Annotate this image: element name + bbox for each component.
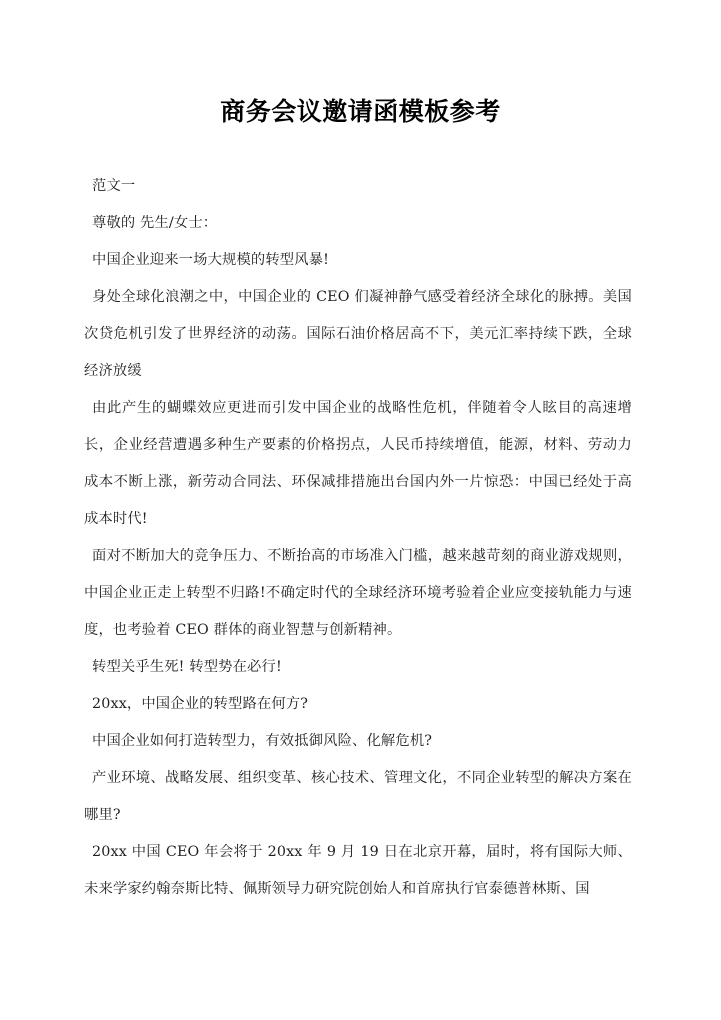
document-body [84, 168, 632, 908]
paragraph-life-or-death: 转型关乎生死! 转型势在必行! [92, 659, 282, 675]
page-title: 商务会议邀请函模板参考 [220, 96, 501, 126]
paragraph-butterfly: 由此产生的蝴蝶效应更进而引发中国企业的战略性危机，伴随着令人眩目的高速增长，企业经营遭遇多种生产要素的价格拐点，人民币持续增值，能源，材料、劳动力成本不断上涨，新劳动合同法、环保减排措施出台国内外一片惊恐：中国已经处于高成本时代! [84, 400, 632, 527]
paragraph-globalization: 身处全球化浪潮之中，中国企业的 CEO 们凝神静气感受着经济全球化的脉搏。美国次贷危机引发了世界经济的动荡。国际石油价格居高不下，美元汇率持续下跌，全球经济放缓 [84, 289, 632, 379]
paragraph-headline: 中国企业迎来一场大规模的转型风暴! [92, 252, 330, 268]
paragraph-question-power: 中国企业如何打造转型力，有效抵御风险、化解危机? [92, 733, 433, 749]
paragraph-event-details: 20xx 中国 CEO 年会将于 20xx 年 9 月 19 日在北京开幕，届时，将有国际大师、未来学家约翰奈斯比特、佩斯领导力研究院创始人和首席执行官泰德普林斯、国 [84, 844, 632, 897]
paragraph-salutation: 尊敬的 先生/女士： [92, 215, 218, 231]
paragraph-competition: 面对不断加大的竞争压力、不断抬高的市场准入门槛，越来越苛刻的商业游戏规则，中国企业正走上转型不归路!不确定时代的全球经济环境考验着企业应变接轨能力与速度，也考验着 CEO 群体的商业智慧与创新精神。 [84, 548, 632, 638]
paragraph-question-where: 产业环境、战略发展、组织变革、核心技术、管理文化，不同企业转型的解决方案在哪里? [84, 770, 632, 823]
paragraph-question-road: 20xx，中国企业的转型路在何方? [92, 696, 309, 712]
paragraph-sample-label: 范文一 [92, 178, 136, 194]
